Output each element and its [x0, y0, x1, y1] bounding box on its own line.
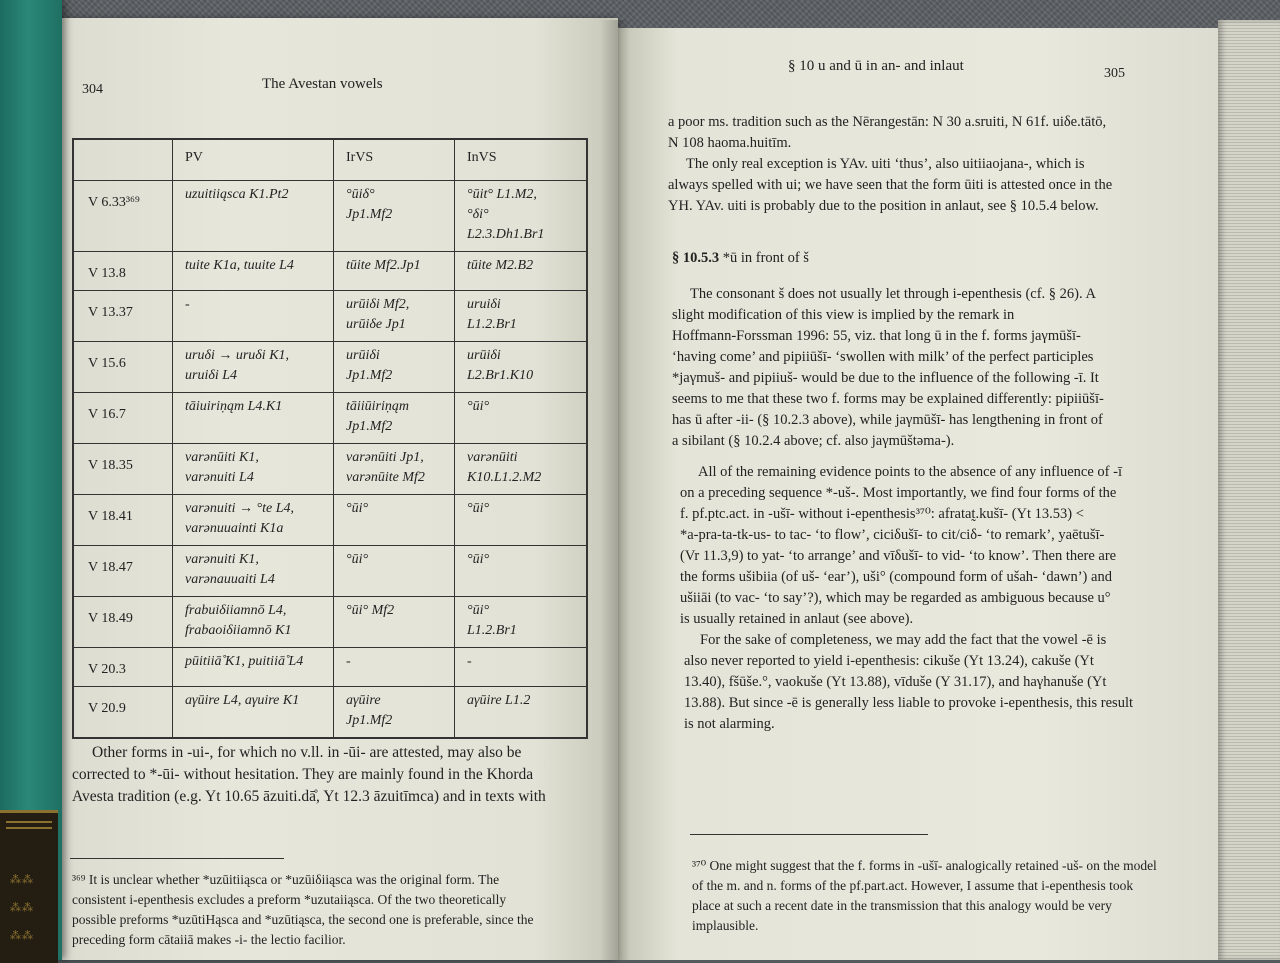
right-para2-line: is usually retained in anlaut (see above). [680, 611, 914, 627]
table-cell-ref: V 18.47 [73, 546, 173, 597]
right-para3-line: 13.88). But since -ē is generally less liable to provoke i-epenthesis, this result [684, 695, 1133, 711]
table-cell-pv: varənuiti → °te L4, varənuuainti K1a [173, 495, 334, 546]
table-cell-invs: urūiδi L2.Br1.K10 [455, 342, 588, 393]
right-footnote-line: place at such a recent date in the transmission that this analogy would be very [692, 898, 1112, 913]
left-page-number: 304 [82, 82, 103, 97]
right-text-line: always spelled with ui; we have seen that the form ūiti is attested once in the [668, 177, 1113, 193]
neighbor-book-spine [0, 0, 62, 960]
table-row [73, 393, 587, 444]
table-header-invs: InVS [455, 139, 588, 181]
table-cell-pv: uzuitiiąsca K1.Pt2 [173, 181, 334, 252]
right-para2-line: f. pf.ptc.act. in -ušī- without i-epenthesis³⁷⁰: afratat̰.kušī- (Yt 13.53) < [680, 506, 1084, 522]
table-cell-pv: - [173, 291, 334, 342]
section-number: § 10.5.3 [672, 250, 720, 266]
table-row [73, 252, 587, 291]
table-cell-pv: frabuiδiiamnō L4, frabaoiδiiamnō K1 [173, 597, 334, 648]
left-running-head: The Avestan vowels [262, 76, 383, 92]
right-para2-line: on a preceding sequence *-uš-. Most importantly, we find four forms of the [680, 485, 1117, 501]
page-edges [1218, 20, 1280, 960]
table-cell-pv: tāiuiriṇąm L4.K1 [173, 393, 334, 444]
right-para3-line: 13.40), fšūše.°, vaokuše (Yt 13.88), vīduše (Y 31.17), and haγhanuše (Yt [684, 674, 1107, 690]
left-footnote-rule [70, 858, 284, 859]
right-para2-line: ušiiāi (to vac- ‘to say’?), which may be regarded as ambiguous because u° [680, 590, 1111, 606]
right-para1-line: slight modification of this view is implied by the remark in [672, 307, 1015, 323]
variant-readings-table [72, 138, 588, 739]
table-cell-pv: tuite K1a, tuuite L4 [173, 252, 334, 291]
right-para3-line: For the sake of completeness, we may add the fact that the vowel -ē is [700, 632, 1107, 648]
right-footnote-line: ³⁷⁰ One might suggest that the f. forms in -ušī- analogically retained -uš- on the model [692, 858, 1157, 873]
left-paragraph-line: corrected to *-ūi- without hesitation. They are mainly found in the Khorda [72, 766, 534, 783]
table-cell-irvs: varənūiti Jp1, varənūite Mf2 [334, 444, 455, 495]
table-row [73, 181, 587, 252]
table-cell-ref: V 20.9 [73, 687, 173, 739]
table-cell-ref: V 6.33³⁶⁹ [73, 181, 173, 252]
table-cell-pv: uruδi → uruδi K1, uruiδi L4 [173, 342, 334, 393]
table-cell-invs: °ūi° [455, 495, 588, 546]
table-cell-irvs: °ūi° [334, 546, 455, 597]
left-footnote-line: ³⁶⁹ It is unclear whether *uzūitiiąsca or *uzūiδiiąsca was the original form. The [72, 872, 500, 887]
right-page-number: 305 [1104, 66, 1125, 81]
table-cell-ref: V 13.8 [73, 252, 173, 291]
table-cell-irvs: °ūi° Mf2 [334, 597, 455, 648]
right-para1-line: a sibilant (§ 10.2.4 above; cf. also jaγmūštəma-). [672, 433, 955, 449]
section-heading [672, 248, 809, 269]
right-para2-line: *a-pra-ta-tk-us- to tac- ‘to flow’, ciciδušī- to cit/ciδ- ‘to remark’, yaētušī- [680, 527, 1105, 543]
left-paragraph-line: Other forms in -ui-, for which no v.ll. in -ūi- are attested, may also be [92, 744, 522, 761]
table-cell-irvs: tūite Mf2.Jp1 [334, 252, 455, 291]
right-running-head: § 10 u and ū in an- and inlaut [788, 58, 964, 74]
table-cell-ref: V 18.49 [73, 597, 173, 648]
table-cell-ref: V 15.6 [73, 342, 173, 393]
left-footnote-line: preceding form cātaiiā makes -i- the lectio facilior. [72, 932, 346, 947]
right-text-line: N 108 haoma.huitīm. [668, 135, 792, 151]
right-para1-line: ‘having come’ and pipiiūšī- ‘swollen with milk’ of the perfect participles [672, 349, 1094, 365]
book-gutter [600, 20, 630, 960]
table-cell-irvs: °ūiδ° Jp1.Mf2 [334, 181, 455, 252]
table-row [73, 687, 587, 739]
right-footnote-rule [690, 834, 928, 835]
table-cell-pv: aγūire L4, aγuire K1 [173, 687, 334, 739]
table-cell-irvs: aγūire Jp1.Mf2 [334, 687, 455, 739]
right-text-line: a poor ms. tradition such as the Nērangestān: N 30 a.sruiti, N 61f. uiδe.tātō, [668, 114, 1107, 130]
right-text-line: YH. YAv. uiti is probably due to the position in anlaut, see § 10.5.4 below. [668, 198, 1099, 214]
section-title: *ū in front of š [722, 250, 809, 266]
right-para1-line: seems to me that these two f. forms may be explained differently: pipiiūšī- [672, 391, 1104, 407]
table-cell-invs: °ūi° [455, 546, 588, 597]
table-header-pv: PV [173, 139, 334, 181]
table-cell-irvs: tāiiūiriṇąm Jp1.Mf2 [334, 393, 455, 444]
table-cell-invs: tūite M2.B2 [455, 252, 588, 291]
table-header-row [73, 139, 587, 181]
right-para2-line: the forms ušibiia (of uš- ‘ear’), uši° (compound form of ušah- ‘dawn’) and [680, 569, 1112, 585]
table-cell-ref: V 13.37 [73, 291, 173, 342]
table-cell-pv: varənūiti K1, varənuiti L4 [173, 444, 334, 495]
table-cell-irvs: - [334, 648, 455, 687]
table-header-irvs: IrVS [334, 139, 455, 181]
right-text-line: The only real exception is YAv. uiti ‘thus’, also uitiiaojana-, which is [686, 156, 1085, 172]
table-cell-pv: varənuiti K1, varənauuaiti L4 [173, 546, 334, 597]
right-footnote-line: implausible. [692, 918, 759, 933]
left-paragraph-line: Avesta tradition (e.g. Yt 10.65 āzuiti.dā̊, Yt 12.3 āzuitīmca) and in texts with [72, 788, 546, 805]
table-cell-invs: aγūire L1.2 [455, 687, 588, 739]
table-cell-ref: V 18.41 [73, 495, 173, 546]
right-para1-line: The consonant š does not usually let through i-epenthesis (cf. § 26). A [690, 286, 1096, 302]
right-para1-line: has ū after -ii- (§ 10.2.3 above), while jaγmūšī- has lengthening in front of [672, 412, 1103, 428]
left-footnote-line: consistent i-epenthesis excludes a preform *uzutaiiąsca. Of the two theoretically [72, 892, 507, 907]
right-footnote-line: of the m. and n. forms of the pf.part.act. However, I assume that i-epenthesis took [692, 878, 1134, 893]
table-cell-irvs: urūiδi Jp1.Mf2 [334, 342, 455, 393]
table-row [73, 546, 587, 597]
right-para1-line: Hoffmann-Forssman 1996: 55, viz. that long ū in the f. forms jaγmūšī- [672, 328, 1081, 344]
table-cell-invs: °ūit° L1.M2, °δi° L2.3.Dh1.Br1 [455, 181, 588, 252]
right-para1-line: *jaγmuš- and pipiiuš- would be due to the influence of the following -ī. It [672, 370, 1099, 386]
table-cell-invs: °ūi° [455, 393, 588, 444]
table-row [73, 648, 587, 687]
table-row [73, 291, 587, 342]
table-cell-invs: uruiδi L1.2.Br1 [455, 291, 588, 342]
spine-label: ⁂⁂ ⁂⁂ ⁂⁂ [0, 810, 58, 963]
right-para3-line: is not alarming. [684, 716, 775, 732]
table-cell-irvs: urūiδi Mf2, urūiδe Jp1 [334, 291, 455, 342]
table-cell-invs: °ūi° L1.2.Br1 [455, 597, 588, 648]
table-cell-ref: V 20.3 [73, 648, 173, 687]
table-cell-irvs: °ūi° [334, 495, 455, 546]
left-footnote-line: possible preforms *uzūtiHąsca and *uzūtiąsca, the second one is preferable, since the [72, 912, 534, 927]
table-header-ref [73, 139, 173, 181]
table-row [73, 444, 587, 495]
table-cell-ref: V 16.7 [73, 393, 173, 444]
right-para3-line: also never reported to yield i-epenthesis: cikuše (Yt 13.24), cakuše (Yt [684, 653, 1094, 669]
table-cell-invs: - [455, 648, 588, 687]
table-row [73, 495, 587, 546]
table-cell-pv: pūitiiā̊ K1, puitiiā̊ L4 [173, 648, 334, 687]
table-cell-invs: varənūiti K10.L1.2.M2 [455, 444, 588, 495]
table-row [73, 342, 587, 393]
right-para2-line: All of the remaining evidence points to the absence of any influence of -ī [698, 464, 1122, 480]
table-row [73, 597, 587, 648]
table-cell-ref: V 18.35 [73, 444, 173, 495]
right-para2-line: (Vr 11.3,9) to yat- ‘to arrange’ and vīδušī- to vid- ‘to know’. Then there are [680, 548, 1117, 564]
